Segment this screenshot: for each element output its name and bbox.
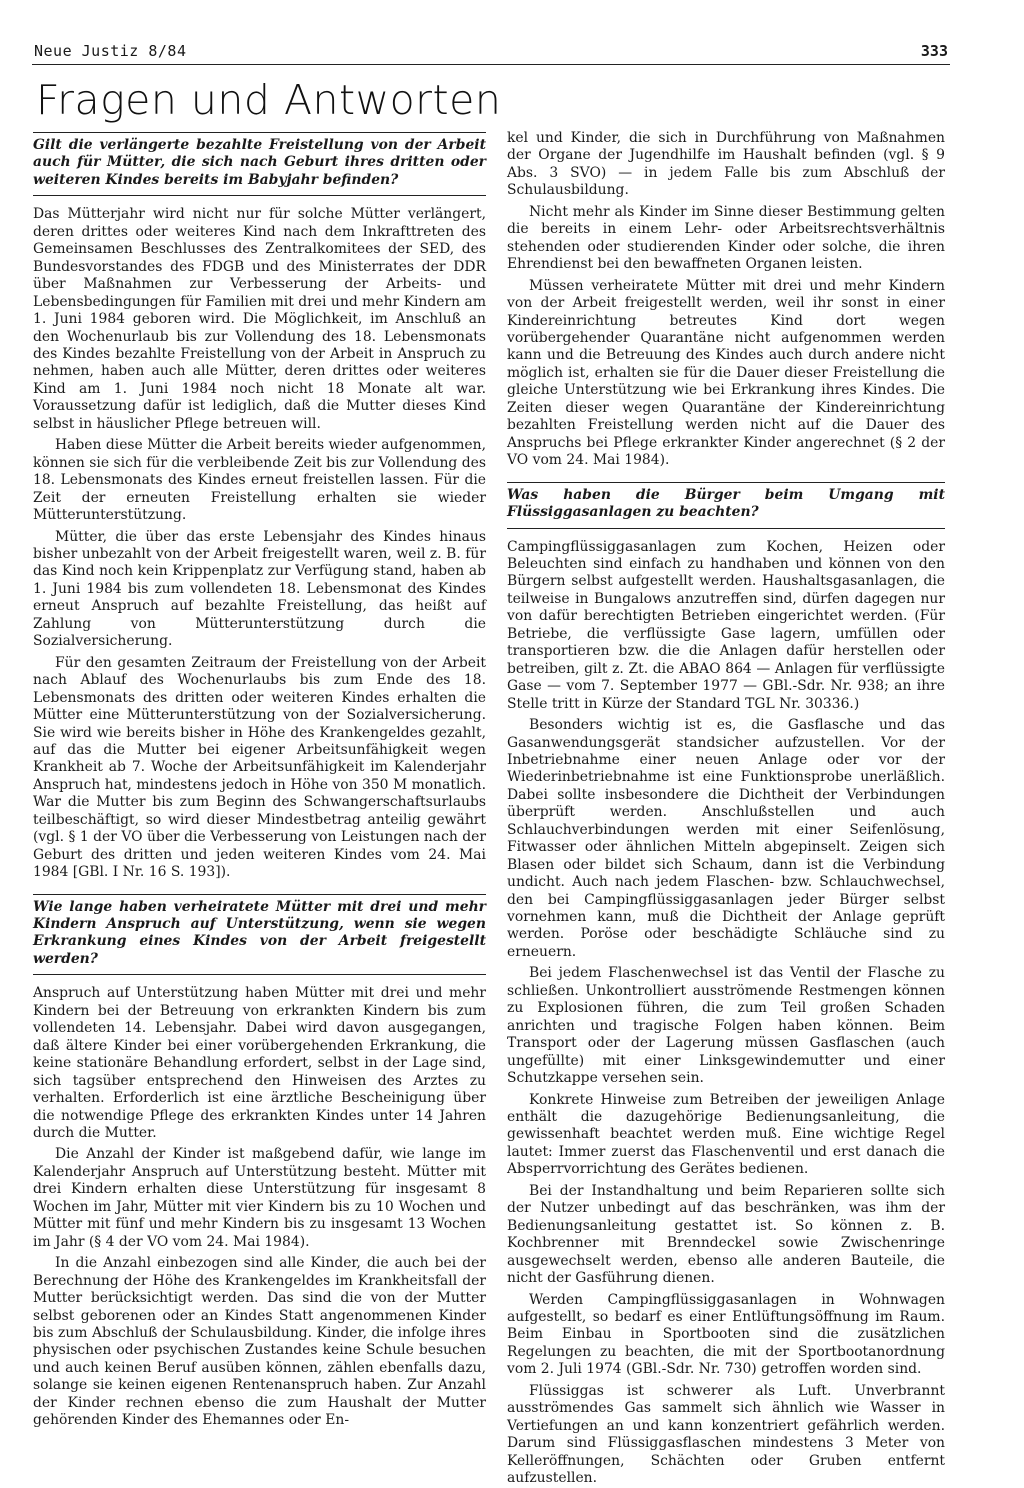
question-2: Wie lange haben verheiratete Mütter mit drei und mehr Kindern Anspruch auf Unterstützung, wenn sie wegen Erkrankung eines Kindes von der Arbeit freigestellt werden? bbox=[33, 894, 486, 976]
page-number: 333 bbox=[920, 42, 948, 60]
answer-1-paragraph-2: Haben diese Mütter die Arbeit bereits wieder aufgenommen, können sie sich für die verbleibende Zeit bis zur Vollendung des 18. Lebensmonats des Kindes erneut freistellen lassen. Für die Zeit der erneuten Freistellung erhalten sie wieder Mütterunterstützung. bbox=[33, 437, 486, 524]
answer-2-paragraph-3-continued: kel und Kinder, die sich in Durchführung von Maßnahmen der Organe der Jugendhilfe im Haushalt befinden (vgl. § 9 Abs. 3 SVO) — in jedem Falle bis zum Abschluß der Schulausbildung. bbox=[507, 130, 945, 199]
section-title: Fragen und Antworten bbox=[36, 76, 502, 124]
answer-1-paragraph-3: Mütter, die über das erste Lebensjahr des Kindes hinaus bisher unbezahlt von der Arbeit freigestellt waren, weil z. B. für das Kind noch kein Krippenplatz zur Verfügung stand, haben ab 1. Juni 1984 bis zum vollendeten 18. Lebensmonat des Kindes erneut Anspruch auf bezahlte Freistellung, das heißt auf Zahlung von Mütterunterstützung durch die Sozialversicherung. bbox=[33, 528, 486, 650]
answer-3-paragraph-3: Bei jedem Flaschenwechsel ist das Ventil der Flasche zu schließen. Unkontrolliert ausströmende Restmengen können zu Explosionen führen, die zum Teil großen Schaden anrichten und tragische Folgen haben können. Beim Transport oder der Lagerung müssen Gasflaschen (auch ungefüllte) mit einer Linksgewindemutter und einer Schutzkappe versehen sein. bbox=[507, 965, 945, 1087]
answer-3-paragraph-7: Flüssiggas ist schwerer als Luft. Unverbrannt ausströmendes Gas sammelt sich ähnlich wie Wasser in Vertiefungen an und kann konzentriert gefährlich werden. Darum sind Flüssiggasflaschen mindestens 3 Meter von Kelleröffnungen, Schächten oder Gruben entfernt aufzustellen. bbox=[507, 1382, 945, 1487]
answer-3-paragraph-1: Campingflüssiggasanlagen zum Kochen, Heizen oder Beleuchten sind einfach zu handhaben und können von den Bürgern selbst aufgestellt werden. Haushaltsgasanlagen, die teilweise in Bungalows anzutreffen sind, dürfen dagegen nur von dafür berechtigten Betrieben eingerichtet werden. (Für Betriebe, die verflüssigte Gase lagern, umfüllen oder transportieren bzw. die die Anlagen dafür herstellen oder betreiben, gilt z. Zt. die ABAO 864 — Anlagen für verflüssigte Gase — vom 7. September 1977 — GBl.-Sdr. Nr. 938; an ihre Stelle tritt in Kürze der Standard TGL Nr. 30336.) bbox=[507, 538, 945, 712]
left-column bbox=[33, 130, 486, 1430]
question-3: Was haben die Bürger beim Umgang mit Flüssiggasanlagen zu beachten? bbox=[507, 482, 945, 529]
right-column bbox=[507, 130, 945, 1488]
page-header bbox=[32, 42, 950, 65]
answer-3-paragraph-6: Werden Campingflüssiggasanlagen in Wohnwagen aufgestellt, so bedarf es einer Entlüftungsöffnung im Raum. Beim Einbau in Sportbooten sind die zusätzlichen Regelungen zu beachten, die mit der Sportbootanordnung vom 2. Juli 1974 (GBl.-Sdr. Nr. 730) getroffen worden sind. bbox=[507, 1291, 945, 1378]
answer-2-paragraph-3: In die Anzahl einbezogen sind alle Kinder, die auch bei der Berechnung der Höhe des Krankengeldes im Krankheitsfall der Mutter berücksichtigt werden. Das sind die von der Mutter selbst geborenen oder an Kindes Statt angenommenen Kinder bis zum Abschluß der Schulausbildung. Kinder, die infolge ihres physischen oder psychischen Zustandes keine Schule besuchen und auch keinen Beruf ausüben können, zählen ebenfalls dazu, solange sie keinen eigenen Rentenanspruch haben. Zur Anzahl der Kinder rechnen ebenso die zum Haushalt der Mutter gehörenden Kinder des Ehemannes oder En- bbox=[33, 1255, 486, 1429]
answer-2-paragraph-2: Die Anzahl der Kinder ist maßgebend dafür, wie lange im Kalenderjahr Anspruch auf Unterstützung besteht. Mütter mit drei Kindern erhalten diese Unterstützung für insgesamt 8 Wochen im Jahr, Mütter mit vier Kindern bis zu 10 Wochen und Mütter mit fünf und mehr Kindern bis zu insgesamt 13 Wochen im Jahr (§ 4 der VO vom 24. Mai 1984). bbox=[33, 1146, 486, 1250]
answer-1-paragraph-4: Für den gesamten Zeitraum der Freistellung von der Arbeit nach Ablauf des Wochenurlaubs bis zum Ende des 18. Lebensmonats des dritten oder weiteren Kindes erhalten die Mütter eine Mütterunterstützung von der Sozialversicherung. Sie wird wie bereits bisher in Höhe des Krankengeldes gezahlt, auf das die Mutter bei eigener Arbeitsunfähigkeit wegen Krankheit ab 7. Woche der Arbeitsunfähigkeit im Kalenderjahr Anspruch hat, mindestens jedoch in Höhe von 350 M monatlich. War die Mutter bis zum Beginn des Schwangerschaftsurlaubs teilbeschäftigt, so wird dieser Mindestbetrag anteilig gewährt (vgl. § 1 der VO über die Verbesserung von Leistungen nach der Geburt des dritten und jeden weiteren Kindes vom 24. Mai 1984 [GBl. I Nr. 16 S. 193]). bbox=[33, 654, 486, 881]
question-1: Gilt die verlängerte bezahlte Freistellung von der Arbeit auch für Mütter, die sich nach Geburt ihres dritten oder weiteren Kindes bereits im Babyjahr befinden? bbox=[33, 132, 486, 196]
answer-2-paragraph-5: Müssen verheiratete Mütter mit drei und mehr Kindern von der Arbeit freigestellt werden, weil ihr sonst in einer Kindereinrichtung betreutes Kind dort wegen vorübergehender Quarantäne nicht aufgenommen werden kann und die Betreuung des Kindes auch durch andere nicht möglich ist, erhalten sie für die Dauer dieser Freistellung die gleiche Unterstützung wie bei Erkrankung ihres Kindes. Die Zeiten dieser wegen Quarantäne der Kindereinrichtung bezahlten Freistellung werden nicht auf die Dauer des Anspruchs bei Pflege erkrankter Kinder angerechnet (§ 2 der VO vom 24. Mai 1984). bbox=[507, 277, 945, 469]
answer-3-paragraph-4: Konkrete Hinweise zum Betreiben der jeweiligen Anlage enthält die dazugehörige Bedienungsanleitung, die gewissenhaft beachtet werden muß. Eine wichtige Regel lautet: Immer zuerst das Flaschenventil und erst danach die Absperrvorrichtung des Gerätes bedienen. bbox=[507, 1091, 945, 1178]
answer-1-paragraph-1: Das Mütterjahr wird nicht nur für solche Mütter verlängert, deren drittes oder weiteres Kind nach dem Inkrafttreten des Gemeinsamen Beschlusses des Zentralkomitees der SED, des Bundesvorstandes des FDGB und des Ministerrates der DDR über Maßnahmen zur Verbesserung der Arbeits- und Lebensbedingungen für Familien mit drei und mehr Kindern am 1. Juni 1984 geboren wird. Die Möglichkeit, im Anschluß an den Wochenurlaub bis zur Vollendung des 18. Lebensmonats des Kindes bezahlte Freistellung von der Arbeit in Anspruch zu nehmen, haben auch alle Mütter, deren drittes oder weiteres Kind am 1. Juni 1984 noch nicht 18 Monate alt war. Voraussetzung dafür ist lediglich, daß die Mutter dieses Kind selbst in häuslicher Pflege betreuen will. bbox=[33, 206, 486, 432]
answer-2-paragraph-4: Nicht mehr als Kinder im Sinne dieser Bestimmung gelten die bereits in einem Lehr- oder Arbeitsrechtsverhältnis stehenden oder studierenden Kinder oder solche, die ihren Ehrendienst bei den bewaffneten Organen leisten. bbox=[507, 203, 945, 273]
answer-3-paragraph-2: Besonders wichtig ist es, die Gasflasche und das Gasanwendungsgerät standsicher aufzustellen. Vor der Inbetriebnahme einer neuen Anlage oder vor der Wiederinbetriebnahme ist eine Funktionsprobe unerläßlich. Dabei sollte insbesondere die Dichtheit der Verbindungen überprüft werden. Anschlußstellen und auch Schlauchverbindungen werden mit einer Seifenlösung, Fitwasser oder ähnlichen Mitteln abgepinselt. Zeigen sich Blasen oder bildet sich Schaum, dann ist die Verbindung undicht. Auch nach jedem Flaschen- bzw. Schlauchwechsel, den bei Campingflüssiggasanlagen jeder Bürger selbst vornehmen kann, muß die Dichtheit der Anlage geprüft werden. Poröse oder beschädigte Schläuche sind zu erneuern. bbox=[507, 717, 945, 960]
answer-3-paragraph-5: Bei der Instandhaltung und beim Reparieren sollte sich der Nutzer unbedingt auf das beschränken, was ihm der Bedienungsanleitung gestattet ist. So können z. B. Kochbrenner mit Brenndeckel sowie Zwischenringe ausgewechselt werden, ebenso alle anderen Bauteile, die nicht der Gasführung dienen. bbox=[507, 1182, 945, 1287]
answer-2-paragraph-1: Anspruch auf Unterstützung haben Mütter mit drei und mehr Kindern bei der Betreuung von erkrankten Kindern bis zum vollendeten 14. Lebensjahr. Dabei wird davon ausgegangen, daß ältere Kinder bei einer vorübergehenden Erkrankung, die keine stationäre Behandlung erfordert, selbst in der Lage sind, sich tagsüber entsprechend den Hinweisen des Arztes zu verhalten. Erforderlich ist eine ärztliche Bescheinigung über die notwendige Pflege des erkrankten Kindes unter 14 Jahren durch die Mutter. bbox=[33, 985, 486, 1142]
journal-issue: Neue Justiz 8/84 bbox=[34, 42, 187, 60]
